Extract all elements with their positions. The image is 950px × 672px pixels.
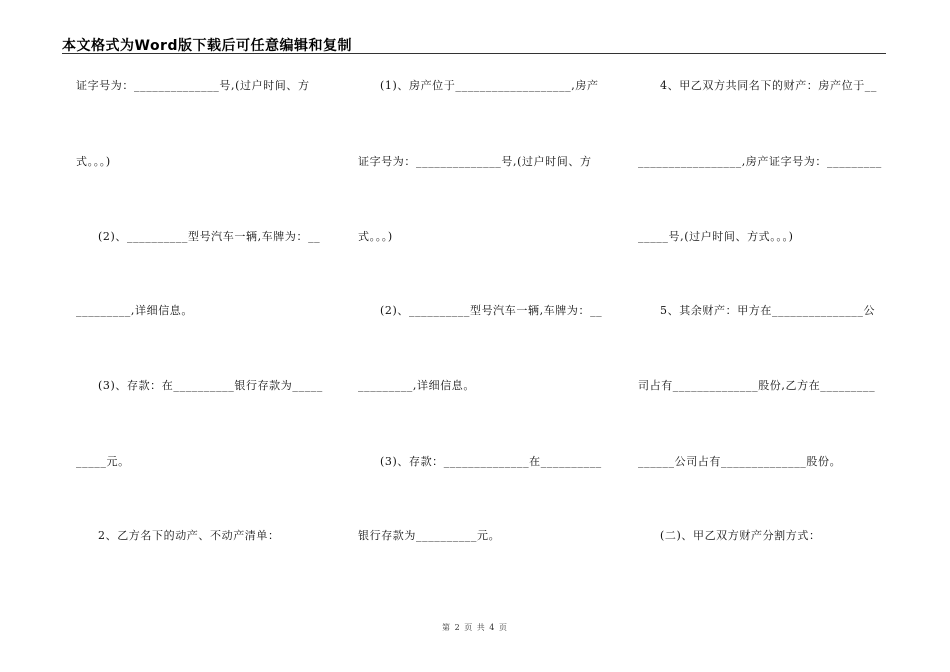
text-line: 银行存款为__________元。 <box>358 529 501 542</box>
text-line: 证字号为：______________号,(过户时间、方 <box>358 155 592 168</box>
text-line: 5、其余财产：甲方在_______________公 <box>660 304 876 317</box>
text-line: 式。。。) <box>358 230 393 243</box>
text-line: (3)、存款：在__________银行存款为_____ <box>98 379 323 392</box>
text-line: 2、乙方名下的动产、不动产清单： <box>98 529 280 542</box>
text-line: (3)、存款：______________在__________ <box>380 455 602 468</box>
page-footer: 第 2 页 共 4 页 <box>442 623 508 632</box>
text-line: 司占有______________股份,乙方在_________ <box>638 379 876 392</box>
text-line: _________,详细信息。 <box>358 379 475 392</box>
text-line: (2)、__________型号汽车一辆,车牌为：__ <box>380 304 603 317</box>
text-line: 式。。。) <box>76 155 111 168</box>
text-line: _________________,房产证字号为：_________ <box>638 155 882 168</box>
text-line: _____元。 <box>76 455 130 468</box>
text-line: (2)、__________型号汽车一辆,车牌为：__ <box>98 230 321 243</box>
text-line: (1)、房产位于___________________,房产 <box>380 79 599 92</box>
text-line: _____号,(过户时间、方式。。。) <box>638 230 794 243</box>
text-line: _________,详细信息。 <box>76 304 193 317</box>
page-header <box>62 33 886 54</box>
header-title: 本文格式为Word版下载后可任意编辑和复制 <box>62 38 352 54</box>
text-line: 4、甲乙双方共同名下的财产：房产位于__ <box>660 79 877 92</box>
text-line: 证字号为：______________号,(过户时间、方 <box>76 79 310 92</box>
text-line: ______公司占有______________股份。 <box>638 455 842 468</box>
text-line: (二)、甲乙双方财产分割方式： <box>660 529 821 542</box>
